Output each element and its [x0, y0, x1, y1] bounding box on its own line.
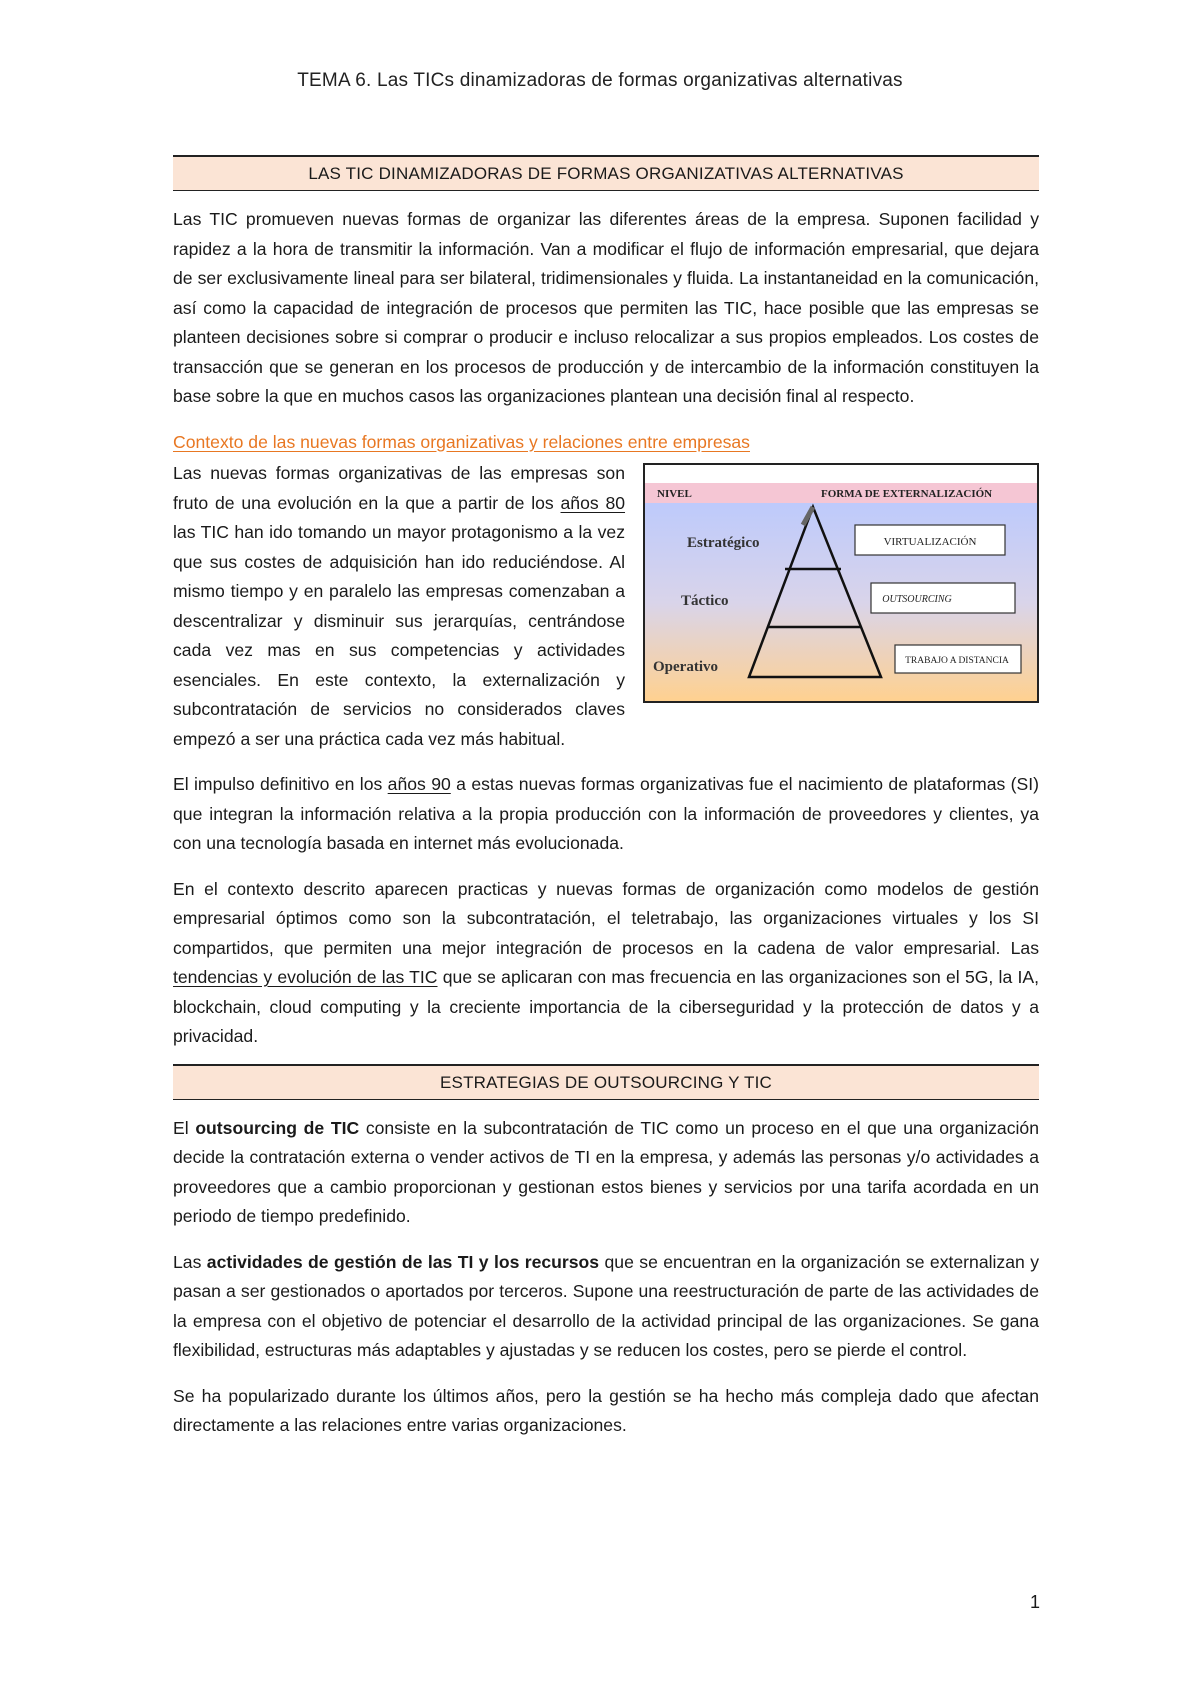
subheading-contexto[interactable]: Contexto de las nuevas formas organizativas y relaciones entre empresas	[173, 431, 750, 452]
pyramid-svg	[645, 465, 1037, 701]
paragraph-contexto-descrito: En el contexto descrito aparecen practicas y nuevas formas de organización como modelos de gestión empresarial óptimos como son la subcontratación, el teletrabajo, las organizaciones virtuales y los SI compartidos, que permiten una mejor integración de procesos en la cadena de valor empresarial. Las tendencias y evolución de las TIC que se aplicaran con mas frecuencia en las organizaciones son el 5G, la IA, blockchain, cloud computing y la creciente importancia de la ciberseguridad y la protección de datos y a privacidad.	[173, 878, 1039, 1046]
bold-actividades: actividades de gestión de las TI y los recursos	[206, 1251, 600, 1272]
paragraph-anos-90: El impulso definitivo en los años 90 a estas nuevas formas organizativas fue el nacimiento de plataformas (SI) que integran la información relativa a la propia producción con la información de proveedores y clientes, ya con una tecnología basada en internet más evolucionada.	[173, 774, 1040, 853]
paragraph-anos-80: Las nuevas formas organizativas de las empresas son fruto de una evolución en la que a partir de los años 80 las TIC han ido tomando un mayor protagonismo a la vez que sus costes de adquisición han ido reduciéndose. Al mismo tiempo y en paralelo las empresas comenzaban a descentralizar y disminuir sus jerarquías, centrándose cada vez mas en sus competencias y actividades esenciales. En este contexto, la externalización y subcontratación de servicios no considerados claves empezó a ser una práctica cada vez más habitual.	[173, 463, 626, 749]
underline-tendencias: tendencias y evolución de las TIC	[173, 967, 438, 987]
section-title-tic: LAS TIC DINAMIZADORAS DE FORMAS ORGANIZATIVAS ALTERNATIVAS	[173, 155, 1039, 191]
page-number: 1	[1029, 1592, 1040, 1612]
document-body	[173, 155, 1039, 1441]
level-tactico: Táctico	[681, 593, 729, 609]
form-virtualizacion: VIRTUALIZACIÓN	[883, 536, 977, 548]
underline-anos-90: años 90	[387, 774, 451, 794]
level-operativo: Operativo	[653, 659, 718, 675]
section-title-outsourcing: ESTRATEGIAS DE OUTSOURCING Y TIC	[173, 1064, 1039, 1100]
paragraph-outsourcing-def: El outsourcing de TIC consiste en la subcontratación de TIC como un proceso en el que una organización decide la contratación externa o vender activos de TI en la empresa, y además las personas y/o actividades a proveedores que a cambio proporcionan y gestionan estos bienes y servicios por una tarifa acordada en un periodo de tiempo predefinido.	[173, 1117, 1039, 1226]
paragraph-popularizado: Se ha popularizado durante los últimos años, pero la gestión se ha hecho más compleja dado que afectan directamente a las relaciones entre varias organizaciones.	[173, 1385, 1039, 1435]
underline-anos-80: años 80	[560, 492, 626, 513]
paragraph-actividades: Las actividades de gestión de las TI y los recursos que se encuentran en la organización se externalizan y pasan a ser gestionados o aportados por terceros. Supone una reestructuración de parte de las actividades de la empresa con el objetivo de potenciar el desarrollo de la actividad principal de las organizaciones. Se gana flexibilidad, estructuras más adaptables y ajustadas y se reducen los costes, pero se pierde el control.	[173, 1251, 1039, 1360]
form-outsourcing: OUTSOURCING	[882, 594, 952, 605]
diagram-header-form: FORMA DE EXTERNALIZACIÓN	[821, 488, 993, 500]
level-estrategico: Estratégico	[687, 535, 760, 551]
diagram-header-level: NIVEL	[657, 488, 692, 500]
pyramid-diagram	[643, 463, 1039, 703]
form-trabajo-distancia: TRABAJO A DISTANCIA	[905, 656, 1009, 666]
page-header: TEMA 6. Las TICs dinamizadoras de formas organizativas alternativas	[297, 70, 903, 91]
paragraph-intro: Las TIC promueven nuevas formas de organizar las diferentes áreas de la empresa. Suponen facilidad y rapidez a la hora de transmitir la información. Van a modificar el flujo de información empresarial, que dejara de ser exclusivamente lineal para ser bilateral, tridimensionales y fluida. La instantaneidad en la comunicación, así como la capacidad de integración de procesos que permiten las TIC, hace posible que las empresas se planteen decisiones sobre si comprar o producir e incluso relocalizar a sus propios empleados. Los costes de transacción que se generan en los procesos de producción y de intercambio de la información constituyen la base sobre la que en muchos casos las organizaciones plantean una decisión final al respecto.	[173, 209, 1039, 406]
bold-outsourcing-tic: outsourcing de TIC	[195, 1117, 360, 1138]
